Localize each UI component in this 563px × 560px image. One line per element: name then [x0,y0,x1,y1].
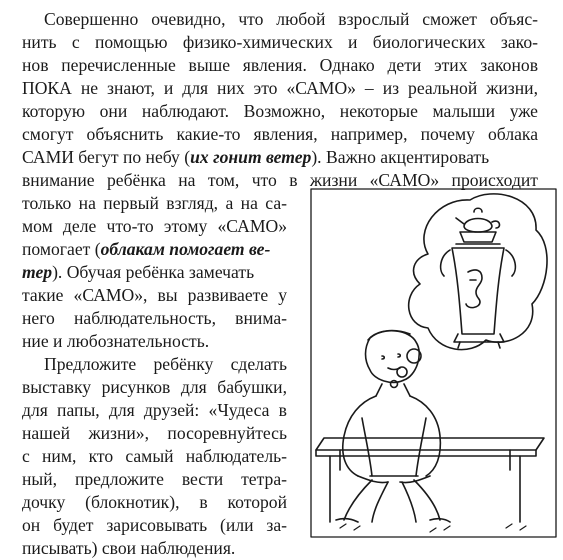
boy-figure-icon [336,331,450,522]
samovar-icon [441,208,516,348]
text-line: Предложите ребёнку сделать [44,354,287,374]
text-line: мом деле что-то этому «САМО» [22,216,287,236]
text-span: ). Обучая ребёнка замечать [52,262,255,282]
ground-hatching [340,524,526,532]
text-line: которую они наблюдают. Возможно, некоторые малыши уже [22,101,538,121]
text-line: такие «САМО», вы развиваете у [22,285,287,305]
text-line: только на первый взгляд, а на са- [22,193,287,213]
thought-bubble-icon [391,194,548,388]
text-line: для папы, для друзей: «Чудеса в [22,400,287,420]
text-span: помогает ( [22,239,101,259]
emphasis-text: их гонит ветер [190,147,312,167]
text-line [22,146,538,169]
illustration [310,188,557,538]
text-line: выставку рисунков для бабушки, [22,377,287,397]
text-line: нов перечисленные выше явления. Однако дети этих законов [22,55,538,75]
text-span: САМИ бегут по небу ( [22,147,191,167]
text-fragment [22,146,489,169]
text-line: ние и любознательность. [22,331,210,351]
text-line: него наблюдательность, внима- [22,308,287,328]
emphasis-text: тер [22,262,53,282]
text-line: ный, предложите вести тетра- [22,469,287,489]
text-line: дочку (блокнотик), в которой [22,492,287,512]
text-line: нашей жизни», посоревнуйтесь [22,423,287,443]
text-line: он будет зарисовывать (или за- [22,515,287,535]
text-line: ПОКА не знают, и для них это «САМО» – из реальной жизни, [22,78,538,98]
text-line: с ним, кто самый наблюдатель- [22,446,287,466]
text-line [22,238,287,261]
emphasis-text: облакам помогает ве- [100,239,271,259]
text-line: смогут объяснить какие-то явления, например, почему облака [22,124,538,144]
text-span: ). Важно акцентировать [311,147,490,167]
text-line: писывать) свои наблюдения. [22,538,236,558]
text-line: Совершенно очевидно, что любой взрослый сможет объяс- [44,9,538,29]
bench-icon [316,438,544,522]
text-line: нить с помощью физико-химических и биологических зако- [22,32,538,52]
text-line: внимание ребёнка на том, что в жизни «САМО» происходит [22,170,538,190]
text-line [22,261,287,284]
